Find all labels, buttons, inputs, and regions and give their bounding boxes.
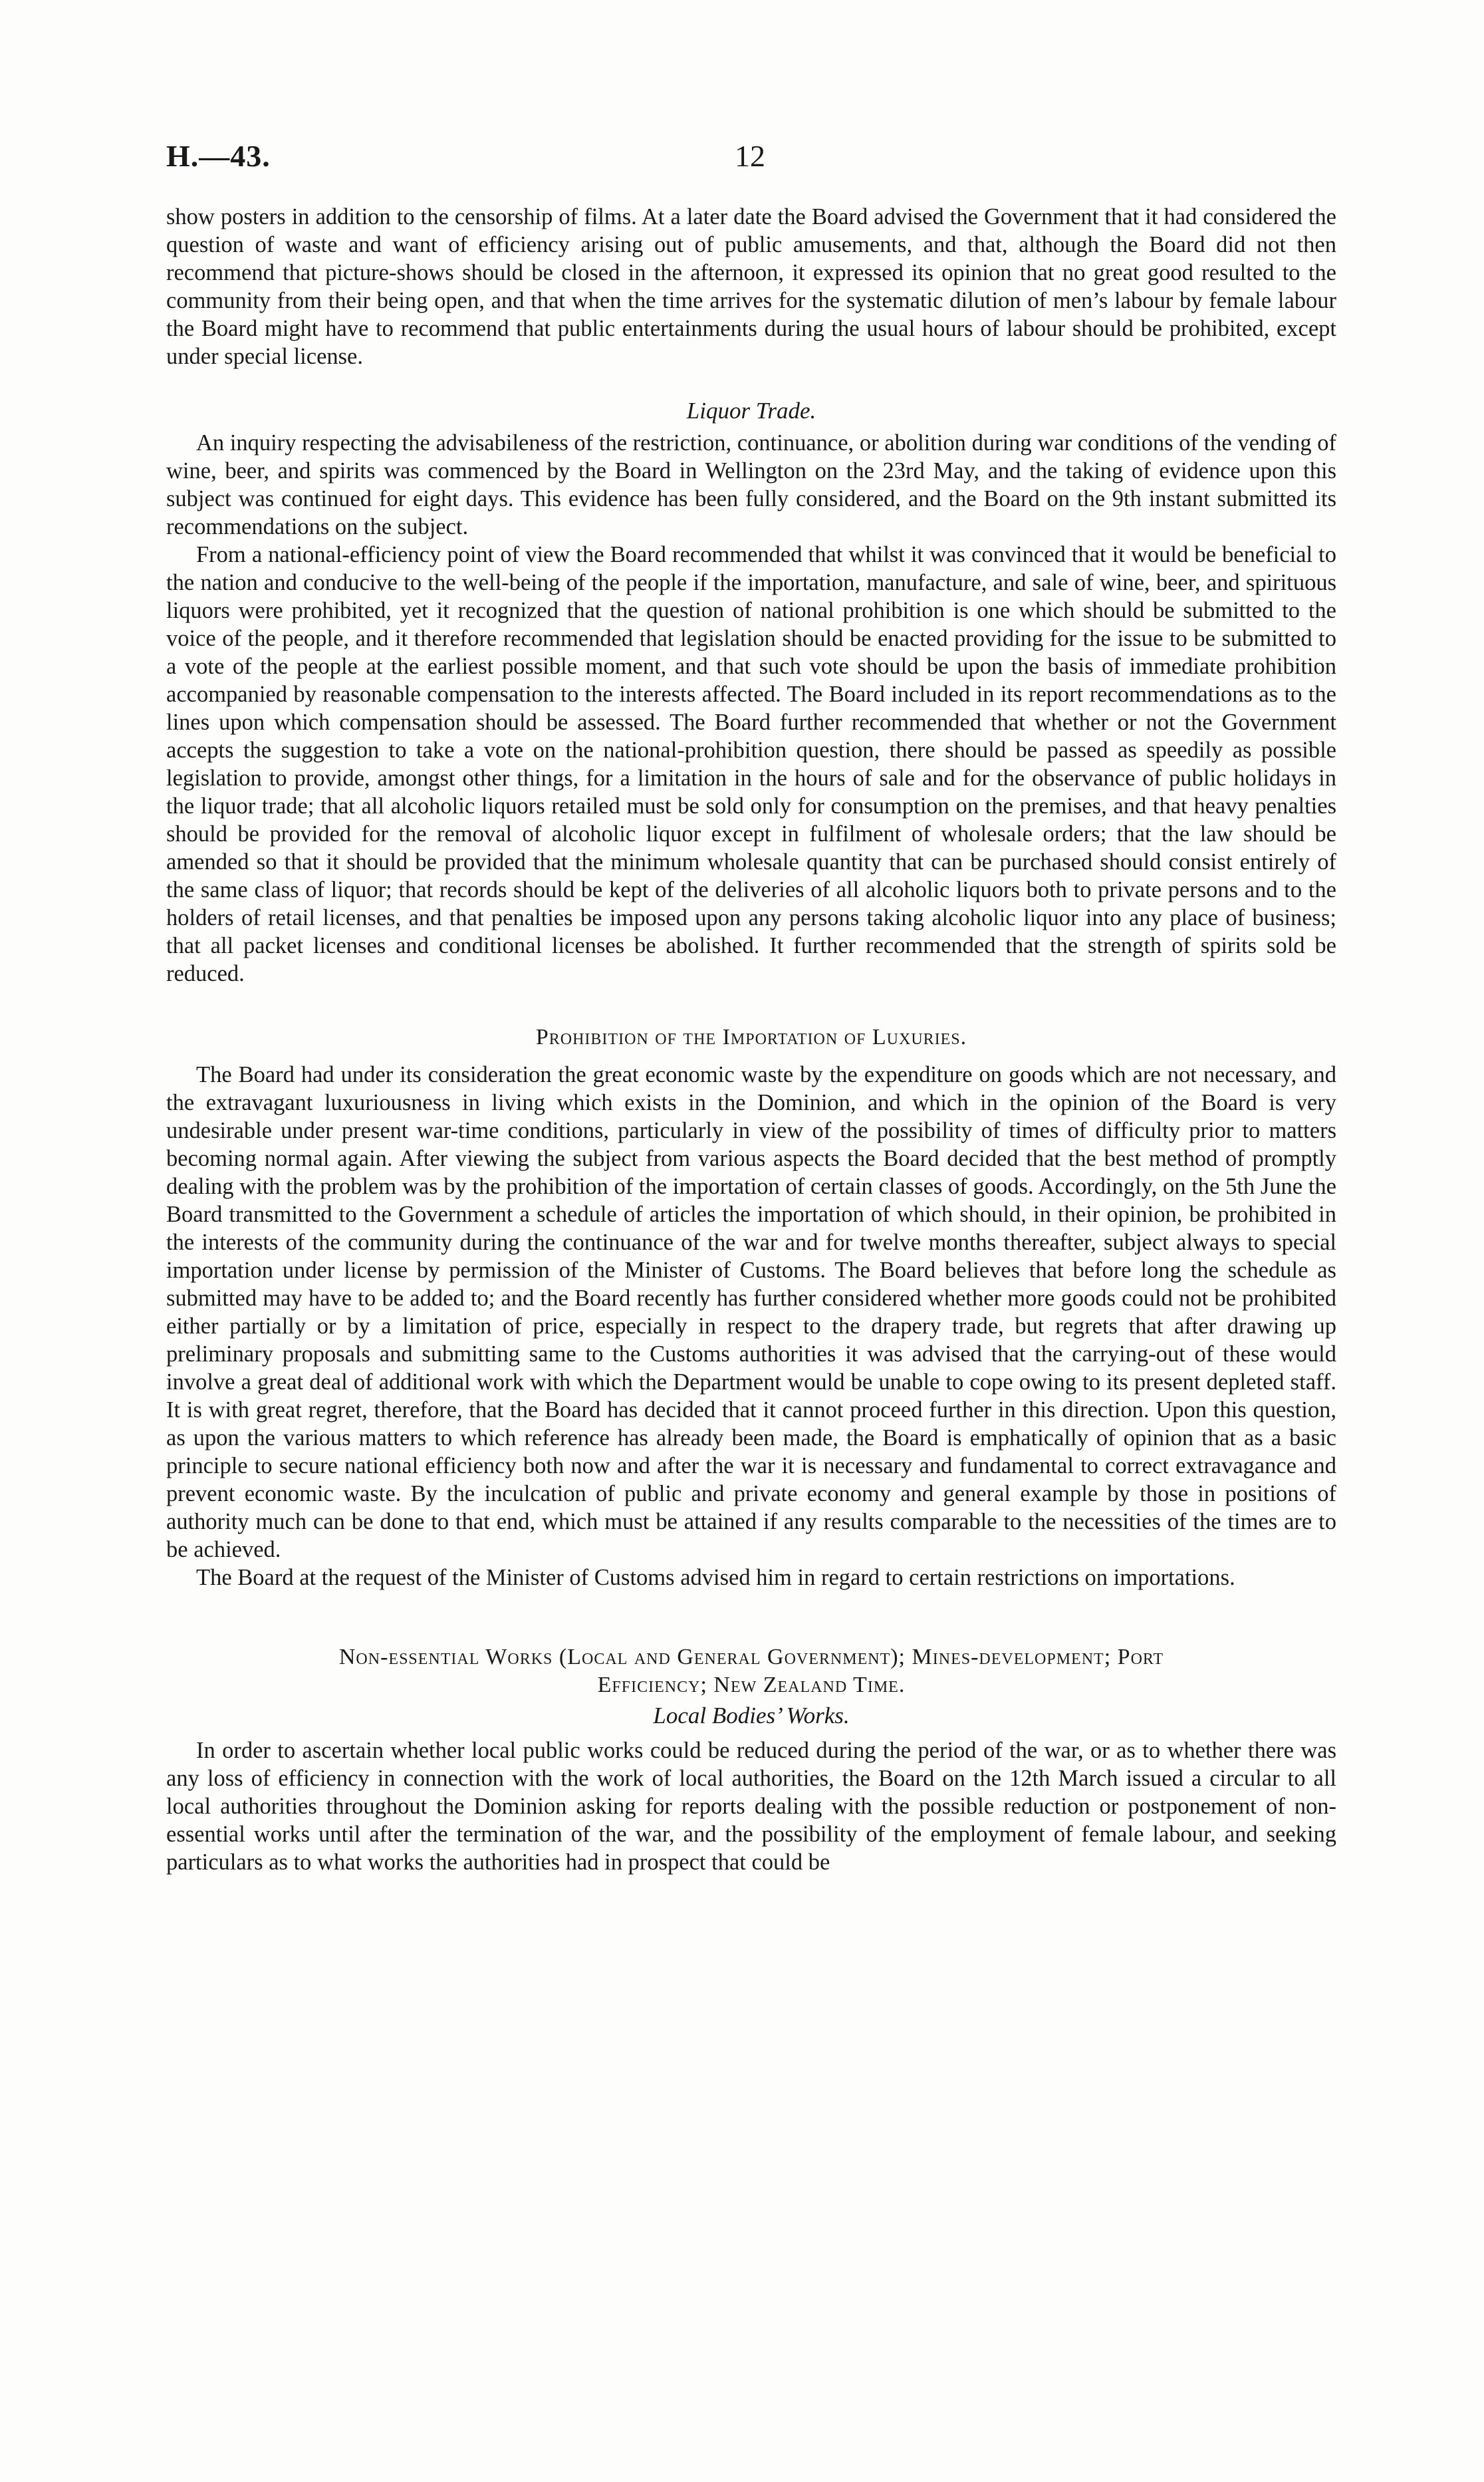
luxuries-paragraph-2: The Board at the request of the Minister of Customs advised him in regard to certain restrictions on importations. (196, 1565, 1235, 1590)
luxuries-paragraph-1: The Board had under its consideration the great economic waste by the expenditure on goods which are not necessary, and the extravagant luxuriousness in living which exists in the Dominion, and which in the opinion of the Board is very undesirable under present war-time conditions, particularly in view of the possibility of times of difficulty prior to matters becoming normal again. After viewing the subject from various aspects the Board decided that the best method of promptly dealing with the problem was by the prohibition of the importation of certain classes of goods. Accordingly, on the 5th June the Board transmitted to the Government a schedule of articles the importation of which should, in their opinion, be prohibited in the interests of the community during the continuance of the war and for twelve months thereafter, subject always to special importation under license by permission of the Minister of Customs. The Board believes that before long the schedule as submitted may have to be added to; and the Board recently has further considered whether more goods could not be prohibited either partially or by a limitation of price, especially in respect to the drapery trade, but regrets that after drawing up preliminary proposals and submitting same to the Customs authorities it was advised that the carrying-out of these would involve a great deal of additional work with which the Department would be unable to cope owing to its present depleted staff. It is with great regret, therefore, that the Board has decided that it cannot proceed further in this direction. Upon this question, as upon the various matters to which reference has already been made, the Board is emphatically of opinion that as a basic principle to secure national efficiency both now and after the war it is necessary and fundamental to correct extravagance and prevent economic waste. By the inculcation of public and private economy and general example by those in positions of authority much can be done to that end, which must be attained if any results comparable to the necessities of the times are to be achieved. (166, 1062, 1336, 1562)
works-paragraph-1: In order to ascertain whether local public works could be reduced during the period of the war, or as to whether there was any loss of efficiency in connection with the work of local authorities, the Board on the 12th March issued a circular to all local authorities throughout the Dominion asking for reports dealing with the possible reduction or postponement of non-essential works until after the termination of the war, and the possibility of the employment of female labour, and seeking particulars as to what works the authorities had in prospect that could be (166, 1738, 1336, 1875)
luxuries-heading: Prohibition of the Importation of Luxuries. (535, 1025, 967, 1049)
document-reference: H.—43. (166, 139, 271, 173)
liquor-paragraph-2: From a national-efficiency point of view the Board recommended that whilst it was convinced that it would be beneficial to the nation and conducive to the well-being of the people if the importation, manufacture, and sale of wine, beer, and spirituous liquors were prohibited, yet it recognized that the question of national prohibition is one which should be submitted to the voice of the people, and it therefore recommended that legislation should be enacted providing for the issue to be submitted to a vote of the people at the earliest possible moment, and that such vote should be upon the basis of immediate prohibition accompanied by reasonable compensation to the interests affected. The Board included in its report recommendations as to the lines upon which compensation should be assessed. The Board further recommended that whether or not the Government accepts the suggestion to take a vote on the national-prohibition question, there should be passed as speedily as possible legislation to provide, amongst other things, for a limitation in the hours of sale and for the observance of public holidays in the liquor trade; that all alcoholic liquors retailed must be sold only for consumption on the premises, and that heavy penalties should be provided for the removal of alcoholic liquor except in fulfilment of wholesale orders; that the law should be amended so that it should be provided that the minimum wholesale quantity that can be purchased should consist entirely of the same class of liquor; that records should be kept of the deliveries of all alcoholic liquors both to private persons and to the holders of retail licenses, and that penalties be imposed upon any persons taking alcoholic liquor into any place of business; that all packet licenses and conditional licenses be abolished. It further recommended that the strength of spirits sold be reduced. (166, 542, 1336, 986)
page-header (166, 138, 1336, 185)
liquor-trade-heading: Liquor Trade. (686, 398, 816, 424)
intro-paragraph: show posters in addition to the censorship of films. At a later date the Board advised the Government that it had considered the question of waste and want of efficiency arising out of public amusements, and that, although the Board did not then recommend that picture-shows should be closed in the afternoon, it expressed its opinion that no great good resulted to the community from their being open, and that when the time arrives for the systematic dilution of men’s labour by female labour the Board might have to recommend that public entertainments during the usual hours of labour should be prohibited, except under special license. (166, 204, 1336, 369)
liquor-paragraph-1: An inquiry respecting the advisabileness of the restriction, continuance, or abolition during war conditions of the vending of wine, beer, and spirits was commenced by the Board in Wellington on the 23rd May, and the taking of evidence upon this subject was continued for eight days. This evidence has been fully considered, and the Board on the 9th instant submitted its recommendations on the subject. (166, 430, 1336, 539)
works-heading-line-1: Non-essential Works (Local and General Government); Mines-development; Port (338, 1645, 1164, 1669)
page-number: 12 (735, 139, 765, 173)
page-body (166, 203, 1336, 1876)
works-heading-line-2: Efficiency; New Zealand Time. (597, 1673, 906, 1697)
local-bodies-works-subheading: Local Bodies’ Works. (653, 1703, 850, 1728)
